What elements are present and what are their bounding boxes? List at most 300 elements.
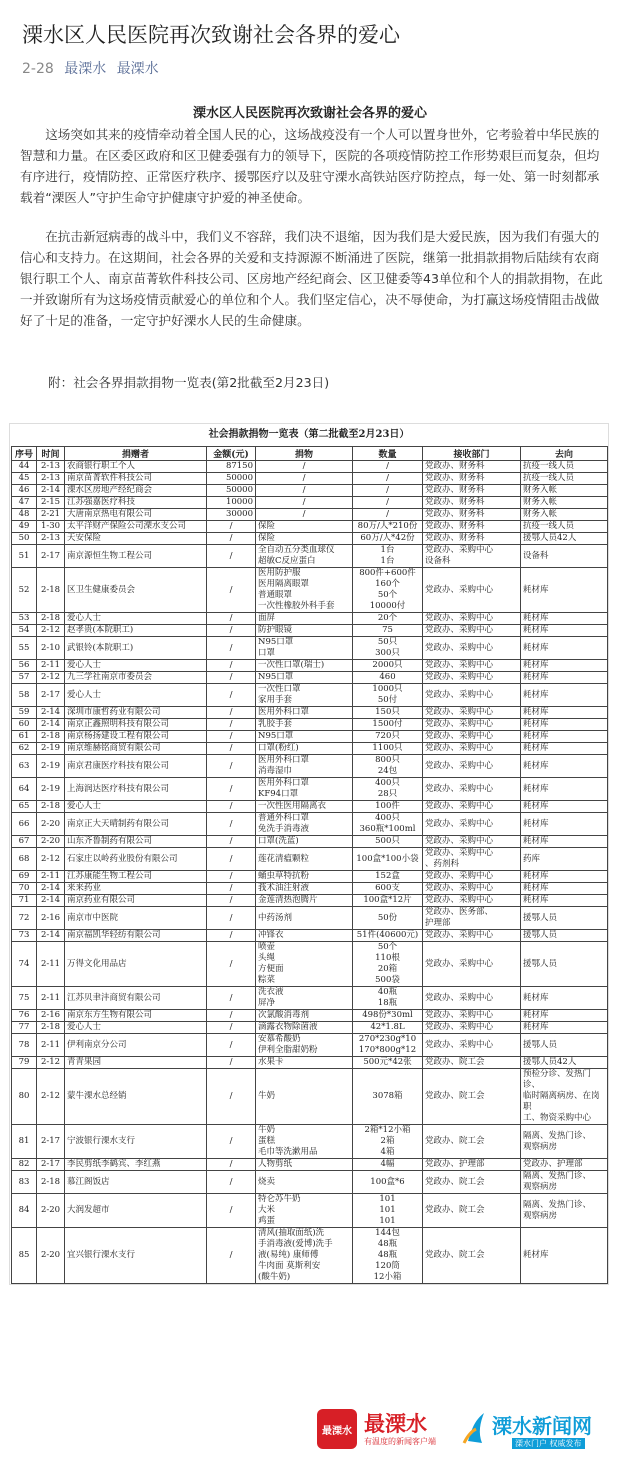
cell-donor: 石家庄以岭药业股份有限公司 bbox=[65, 848, 207, 871]
cell-no: 79 bbox=[12, 1057, 37, 1069]
cell-donor: 江苏强嘉医疗科技 bbox=[65, 497, 207, 509]
cell-dest-line: 援鄂人员42人 bbox=[523, 1057, 577, 1067]
cell-date: 2-14 bbox=[37, 719, 65, 731]
table-header-row bbox=[12, 447, 608, 461]
cell-qty-line: 500袋 bbox=[375, 975, 400, 985]
cell-dept bbox=[423, 1194, 521, 1228]
cell-date: 2-20 bbox=[37, 813, 65, 836]
cell-dept bbox=[423, 987, 521, 1010]
cell-items bbox=[256, 1034, 353, 1057]
cell-date: 2-11 bbox=[37, 871, 65, 883]
cell-dept bbox=[423, 1125, 521, 1159]
table-row bbox=[12, 1022, 608, 1034]
cell-items bbox=[256, 907, 353, 930]
cell-qty-line: 42*1.8L bbox=[370, 1022, 405, 1032]
header-no: 序号 bbox=[12, 447, 37, 461]
cell-qty-line: 400只 bbox=[375, 813, 400, 823]
cell-items-line: 手消毒液(爱博)洗手 bbox=[258, 1239, 333, 1249]
cell-dept bbox=[423, 1022, 521, 1034]
lishui-news-wordmark: 溧水新闻网 bbox=[492, 1414, 592, 1438]
cell-items-line: 牛奶 bbox=[258, 1125, 276, 1135]
cell-items bbox=[256, 895, 353, 907]
cell-items-line: 烧卖 bbox=[258, 1176, 276, 1187]
cell-dest-line: 临时隔离病房、在岗职 bbox=[523, 1091, 600, 1112]
cell-donor: 伊利南京分公司 bbox=[65, 1034, 207, 1057]
cell-qty bbox=[353, 1010, 423, 1022]
cell-items bbox=[256, 1171, 353, 1194]
cell-items-line: 莲花清瘟颗粒 bbox=[258, 853, 310, 864]
account-name-link-2[interactable]: 最溧水 bbox=[116, 61, 159, 77]
cell-items bbox=[256, 533, 353, 545]
cell-items bbox=[256, 1125, 353, 1159]
table-row bbox=[12, 1057, 608, 1069]
cell-items-line: 普通眼罩 bbox=[258, 590, 293, 600]
cell-no: 46 bbox=[12, 485, 37, 497]
cell-items-line: 家用手套 bbox=[258, 695, 293, 705]
cell-dest-line: 观察病房 bbox=[523, 1210, 558, 1221]
cell-amount: / bbox=[207, 672, 256, 684]
cell-dest-line: 耗材库 bbox=[523, 743, 549, 753]
cell-qty bbox=[353, 801, 423, 813]
cell-dest-line: 援鄂人员 bbox=[523, 930, 558, 940]
cell-qty bbox=[353, 907, 423, 930]
cell-dest bbox=[521, 848, 608, 871]
cell-qty bbox=[353, 1057, 423, 1069]
cell-items-line: 牛肉面 莫斯利安 bbox=[258, 1261, 321, 1271]
cell-dest bbox=[521, 533, 608, 545]
cell-donor: 山东齐鲁制药有限公司 bbox=[65, 836, 207, 848]
cell-date: 2-12 bbox=[37, 1057, 65, 1069]
cell-donor: 九三学社南京市委员会 bbox=[65, 672, 207, 684]
cell-qty bbox=[353, 684, 423, 707]
cell-amount: / bbox=[207, 895, 256, 907]
cell-qty-line: 2000只 bbox=[372, 660, 403, 670]
attachment-note: 附：社会各界捐款捐物一览表(第2批截至2月23日) bbox=[48, 375, 330, 390]
cell-dest bbox=[521, 1171, 608, 1194]
header-qty: 数量 bbox=[353, 447, 423, 461]
cell-qty-line: 50份 bbox=[377, 912, 398, 923]
cell-dept-line: 党政办、财务科 bbox=[425, 533, 485, 543]
cell-donor: 青青果园 bbox=[65, 1057, 207, 1069]
cell-qty bbox=[353, 895, 423, 907]
cell-items bbox=[256, 930, 353, 942]
cell-dest bbox=[521, 755, 608, 778]
cell-date: 2-19 bbox=[37, 743, 65, 755]
cell-items bbox=[256, 813, 353, 836]
cell-dest-line: 耗材库 bbox=[523, 818, 549, 829]
cell-donor: 南京源恒生物工程公司 bbox=[65, 545, 207, 568]
cell-dest bbox=[521, 497, 608, 509]
donation-table bbox=[11, 446, 608, 1284]
cell-dest-line: 耗材库 bbox=[523, 1250, 549, 1260]
table-row bbox=[12, 1034, 608, 1057]
table-row bbox=[12, 813, 608, 836]
cell-dept-line: 党政办、采购中心 bbox=[425, 783, 494, 794]
cell-items bbox=[256, 660, 353, 672]
cell-dept-line: 党政办、采购中心 bbox=[425, 743, 494, 753]
cell-amount: / bbox=[207, 1228, 256, 1284]
cell-dept bbox=[423, 801, 521, 813]
cell-items-line: 喷壶 bbox=[258, 942, 276, 952]
table-row bbox=[12, 568, 608, 613]
cell-amount: / bbox=[207, 637, 256, 660]
cell-qty bbox=[353, 1171, 423, 1194]
cell-dest-line: 援鄂人员 bbox=[523, 912, 558, 923]
cell-qty-line: 101 bbox=[379, 1194, 396, 1204]
cell-qty bbox=[353, 509, 423, 521]
cell-dept-line: 党政办、采购中心 bbox=[425, 818, 494, 829]
cell-dept bbox=[423, 707, 521, 719]
cell-items-line: 莪术油注射液 bbox=[258, 883, 310, 893]
cell-dept bbox=[423, 895, 521, 907]
table-row bbox=[12, 509, 608, 521]
cell-qty-line: 48瓶 bbox=[377, 1239, 398, 1249]
cell-dept-line: 党政办、采购中心 bbox=[425, 760, 494, 771]
cell-no: 62 bbox=[12, 743, 37, 755]
cell-dept-line: 党政办、采购中心 bbox=[425, 992, 494, 1003]
cell-dept bbox=[423, 509, 521, 521]
cell-qty bbox=[353, 1125, 423, 1159]
cell-items-line: 洗衣液 bbox=[258, 987, 284, 997]
cell-qty-line: 4箱 bbox=[380, 1147, 395, 1157]
cell-qty bbox=[353, 755, 423, 778]
cell-dest bbox=[521, 1228, 608, 1284]
cell-dept-line: 党政办、院工会 bbox=[425, 1250, 485, 1260]
cell-items bbox=[256, 613, 353, 625]
cell-qty bbox=[353, 871, 423, 883]
cell-qty bbox=[353, 1034, 423, 1057]
cell-qty bbox=[353, 473, 423, 485]
cell-dept-line: 党政办、采购中心 bbox=[425, 625, 494, 635]
table-row bbox=[12, 707, 608, 719]
cell-items bbox=[256, 848, 353, 871]
donation-table-image bbox=[9, 423, 609, 1285]
cell-donor: 太平洋财产保险公司溧水支公司 bbox=[65, 521, 207, 533]
cell-donor: 李民剪纸李鹤宾、李红燕 bbox=[65, 1159, 207, 1171]
cell-items bbox=[256, 883, 353, 895]
cell-donor: 区卫生健康委员会 bbox=[65, 568, 207, 613]
cell-qty-line: 360瓶*100ml bbox=[359, 824, 416, 834]
cell-qty-line: / bbox=[386, 473, 389, 483]
cell-dept bbox=[423, 660, 521, 672]
table-row bbox=[12, 895, 608, 907]
cell-dest-line: 耗材库 bbox=[523, 642, 549, 653]
cell-qty bbox=[353, 613, 423, 625]
cell-items-line: 一次性橡胶外科手套 bbox=[258, 601, 335, 611]
cell-date: 2-20 bbox=[37, 1194, 65, 1228]
cell-dept bbox=[423, 1171, 521, 1194]
cell-dest-line: 党政办、护理部 bbox=[523, 1159, 583, 1169]
cell-qty bbox=[353, 1022, 423, 1034]
cell-donor: 大唐南京热电有限公司 bbox=[65, 509, 207, 521]
cell-dest bbox=[521, 473, 608, 485]
cell-no: 55 bbox=[12, 637, 37, 660]
cell-items-line: 滴露衣物除菌液 bbox=[258, 1022, 318, 1032]
table-row bbox=[12, 719, 608, 731]
cell-dept bbox=[423, 942, 521, 987]
cell-dest-line: 耗材库 bbox=[523, 672, 549, 682]
cell-items bbox=[256, 987, 353, 1010]
cell-dept-line: 党政办、采购中心 bbox=[425, 660, 494, 670]
cell-items-line: 免洗手消毒液 bbox=[258, 824, 310, 834]
cell-items bbox=[256, 509, 353, 521]
cell-dept-line: 护理部 bbox=[425, 918, 451, 928]
cell-items bbox=[256, 871, 353, 883]
cell-items-line: 医用外科口罩 bbox=[258, 778, 310, 788]
cell-no: 76 bbox=[12, 1010, 37, 1022]
cell-qty-line: 20箱 bbox=[377, 964, 398, 974]
cell-dest bbox=[521, 731, 608, 743]
cell-donor: 南京正鑫照明科技有限公司 bbox=[65, 719, 207, 731]
cell-qty bbox=[353, 568, 423, 613]
cell-items-line: 金莲清热泡腾片 bbox=[258, 895, 318, 905]
cell-items-line: 液(易纯) 康师傅 bbox=[258, 1250, 319, 1260]
table-row bbox=[12, 848, 608, 871]
lishui-news-slogan: 溧水门户 权威发布 bbox=[512, 1438, 585, 1449]
cell-items-line: 粽菜 bbox=[258, 975, 276, 985]
cell-dest-line: 财务入帐 bbox=[523, 509, 558, 519]
cell-dest-line: 财务入帐 bbox=[523, 497, 558, 507]
cell-dept bbox=[423, 533, 521, 545]
table-row bbox=[12, 1125, 608, 1159]
cell-qty-line: 51件(40600元) bbox=[356, 930, 419, 940]
cell-items-line: 冲锋衣 bbox=[258, 930, 284, 940]
cell-dest-line: 预检分诊、发热门诊、 bbox=[523, 1069, 592, 1090]
cell-dest-line: 抗疫一线人员 bbox=[523, 521, 575, 531]
cell-date: 2-11 bbox=[37, 987, 65, 1010]
cell-items-line: 牛奶 bbox=[258, 1091, 276, 1101]
table-row bbox=[12, 497, 608, 509]
cell-dest-line: 耗材库 bbox=[523, 836, 549, 846]
cell-no: 48 bbox=[12, 509, 37, 521]
cell-dept bbox=[423, 1010, 521, 1022]
cell-qty bbox=[353, 848, 423, 871]
cell-dept bbox=[423, 521, 521, 533]
cell-dept bbox=[423, 719, 521, 731]
cell-no: 61 bbox=[12, 731, 37, 743]
cell-dept-line: 党政办、财务科 bbox=[425, 497, 485, 507]
cell-qty bbox=[353, 1069, 423, 1125]
cell-dest bbox=[521, 930, 608, 942]
table-body bbox=[12, 461, 608, 1284]
cell-items bbox=[256, 1022, 353, 1034]
cell-dest-line: 耗材库 bbox=[523, 895, 549, 905]
cell-qty bbox=[353, 521, 423, 533]
table-row bbox=[12, 801, 608, 813]
cell-items bbox=[256, 755, 353, 778]
cell-qty-line: 152盒 bbox=[375, 871, 400, 881]
cell-qty-line: 800只 bbox=[375, 755, 400, 765]
cell-dept bbox=[423, 1228, 521, 1284]
cell-dept bbox=[423, 473, 521, 485]
cell-items bbox=[256, 942, 353, 987]
publish-date: 2-28 bbox=[22, 61, 54, 77]
cell-dest-line: 耗材库 bbox=[523, 625, 549, 635]
cell-qty-line: 720只 bbox=[375, 731, 400, 741]
table-row bbox=[12, 613, 608, 625]
cell-dept-line: 党政办、采购中心 bbox=[425, 1010, 494, 1020]
cell-dept-line: 党政办、采购中心 bbox=[425, 707, 494, 717]
cell-amount: / bbox=[207, 684, 256, 707]
cell-qty-line: 160个 bbox=[375, 579, 400, 589]
cell-qty-line: 600支 bbox=[375, 883, 400, 893]
cell-qty-line: 50个 bbox=[377, 590, 398, 600]
cell-qty-line: 800件+600件 bbox=[359, 568, 416, 578]
table-row bbox=[12, 637, 608, 660]
cell-items bbox=[256, 485, 353, 497]
cell-no: 82 bbox=[12, 1159, 37, 1171]
cell-items-line: N95口罩 bbox=[258, 672, 294, 682]
cell-dept bbox=[423, 485, 521, 497]
cell-dest bbox=[521, 743, 608, 755]
cell-items-line: 医用防护服 bbox=[258, 568, 301, 578]
cell-no: 52 bbox=[12, 568, 37, 613]
cell-amount: / bbox=[207, 778, 256, 801]
cell-amount: / bbox=[207, 1022, 256, 1034]
cell-date: 2-17 bbox=[37, 1159, 65, 1171]
cell-dept bbox=[423, 778, 521, 801]
cell-no: 70 bbox=[12, 883, 37, 895]
cell-dept bbox=[423, 625, 521, 637]
cell-amount: / bbox=[207, 1034, 256, 1057]
cell-items-line: 面屏 bbox=[258, 613, 276, 623]
cell-items-line: 特仑苏牛奶 bbox=[258, 1194, 301, 1204]
cell-dest-line: 抗疫一线人员 bbox=[523, 473, 575, 483]
cell-no: 54 bbox=[12, 625, 37, 637]
cell-donor: 宜兴银行溧水支行 bbox=[65, 1228, 207, 1284]
cell-qty-line: 150只 bbox=[375, 707, 400, 717]
cell-dept bbox=[423, 813, 521, 836]
cell-amount: 30000 bbox=[207, 509, 256, 521]
cell-date: 2-16 bbox=[37, 907, 65, 930]
cell-items bbox=[256, 497, 353, 509]
cell-dest bbox=[521, 509, 608, 521]
cell-date: 2-12 bbox=[37, 1069, 65, 1125]
cell-date: 2-18 bbox=[37, 1171, 65, 1194]
cell-items-line: / bbox=[302, 497, 306, 507]
account-name-link[interactable]: 最溧水 bbox=[64, 61, 107, 77]
cell-dest bbox=[521, 1010, 608, 1022]
cell-qty-line: 12小箱 bbox=[373, 1272, 402, 1282]
cell-items-line: 大米 bbox=[258, 1205, 276, 1215]
cell-qty bbox=[353, 942, 423, 987]
cell-donor: 南京苗菁软件科技公司 bbox=[65, 473, 207, 485]
cell-no: 77 bbox=[12, 1022, 37, 1034]
cell-items-line: (酸牛奶) bbox=[258, 1272, 291, 1282]
cell-items-line: 一次性口罩 bbox=[258, 684, 301, 694]
cell-dept-line: 党政办、护理部 bbox=[425, 1159, 485, 1169]
cell-dept-line: 党政办、院工会 bbox=[425, 1136, 485, 1146]
cell-qty bbox=[353, 533, 423, 545]
cell-qty-line: 20个 bbox=[377, 613, 398, 623]
cell-date: 2-11 bbox=[37, 1034, 65, 1057]
cell-amount: / bbox=[207, 930, 256, 942]
cell-items-line: 一次性医用隔离衣 bbox=[258, 801, 327, 811]
header-date: 时间 bbox=[37, 447, 65, 461]
cell-dept bbox=[423, 871, 521, 883]
cell-items bbox=[256, 672, 353, 684]
cell-dest bbox=[521, 672, 608, 684]
cell-donor: 江苏贝聿沣商贸有限公司 bbox=[65, 987, 207, 1010]
cell-donor: 溧水区房地产经纪商会 bbox=[65, 485, 207, 497]
cell-qty bbox=[353, 883, 423, 895]
cell-dest bbox=[521, 521, 608, 533]
cell-items-line: 头绳 bbox=[258, 953, 276, 963]
cell-donor: 天安保险 bbox=[65, 533, 207, 545]
table-row bbox=[12, 871, 608, 883]
cell-items-line: 伊利全脂甜奶粉 bbox=[258, 1045, 318, 1055]
cell-items-line: 人物剪纸 bbox=[258, 1159, 293, 1169]
cell-donor: 南京杨扬建设工程有限公司 bbox=[65, 731, 207, 743]
cell-dept-line: 党政办、财务科 bbox=[425, 521, 485, 531]
cell-dest bbox=[521, 719, 608, 731]
cell-no: 85 bbox=[12, 1228, 37, 1284]
table-row bbox=[12, 533, 608, 545]
cell-date: 2-18 bbox=[37, 568, 65, 613]
cell-date: 2-20 bbox=[37, 1228, 65, 1284]
cell-dept bbox=[423, 1159, 521, 1171]
cell-dest-line: 观察病房 bbox=[523, 1141, 558, 1152]
cell-items-line: 水果卡 bbox=[258, 1057, 284, 1067]
cell-qty-line: 120筒 bbox=[375, 1261, 400, 1271]
cell-date: 2-18 bbox=[37, 613, 65, 625]
cell-date: 2-18 bbox=[37, 801, 65, 813]
cell-no: 63 bbox=[12, 755, 37, 778]
table-row bbox=[12, 485, 608, 497]
cell-date: 2-11 bbox=[37, 660, 65, 672]
cell-dept bbox=[423, 461, 521, 473]
cell-qty-line: 18瓶 bbox=[377, 998, 398, 1008]
cell-qty-line: 2箱*12小箱 bbox=[364, 1125, 411, 1135]
cell-donor: 江苏康能生物工程公司 bbox=[65, 871, 207, 883]
cell-items bbox=[256, 625, 353, 637]
cell-qty bbox=[353, 637, 423, 660]
cell-dept bbox=[423, 637, 521, 660]
cell-amount: / bbox=[207, 521, 256, 533]
cell-no: 58 bbox=[12, 684, 37, 707]
cell-donor: 万得文化用品店 bbox=[65, 942, 207, 987]
cell-amount: / bbox=[207, 1057, 256, 1069]
cell-items-line: 清风(抽取面纸)洗 bbox=[258, 1228, 325, 1238]
cell-dest-line: 耗材库 bbox=[523, 584, 549, 595]
cell-qty-line: 500元*42张 bbox=[363, 1057, 412, 1067]
cell-qty-line: 400只 bbox=[375, 778, 400, 788]
cell-items bbox=[256, 778, 353, 801]
cell-items-line: 医用外科口罩 bbox=[258, 707, 310, 717]
cell-qty bbox=[353, 743, 423, 755]
cell-items-line: N95口罩 bbox=[258, 637, 294, 647]
cell-items-line: 防护眼镜 bbox=[258, 625, 293, 635]
cell-qty-line: 1台 bbox=[380, 545, 395, 555]
table-row bbox=[12, 987, 608, 1010]
cell-qty bbox=[353, 731, 423, 743]
cell-items-line: 安慕希酸奶 bbox=[258, 1034, 301, 1044]
cell-items bbox=[256, 1159, 353, 1171]
cell-dest bbox=[521, 660, 608, 672]
cell-dept bbox=[423, 497, 521, 509]
cell-items-line: 医用隔离眼罩 bbox=[258, 579, 310, 589]
cell-items-line: KF94口罩 bbox=[258, 789, 299, 799]
cell-dept-line: 党政办、财务科 bbox=[425, 509, 485, 519]
cell-qty-line: / bbox=[386, 497, 389, 507]
cell-qty-line: 100盒*100小袋 bbox=[356, 853, 419, 864]
cell-donor: 农商银行职工个人 bbox=[65, 461, 207, 473]
cell-amount: / bbox=[207, 813, 256, 836]
cell-dest bbox=[521, 1034, 608, 1057]
cell-qty-line: 2箱 bbox=[380, 1136, 395, 1146]
cell-dest bbox=[521, 461, 608, 473]
cell-dest-line: 抗疫一线人员 bbox=[523, 461, 575, 471]
